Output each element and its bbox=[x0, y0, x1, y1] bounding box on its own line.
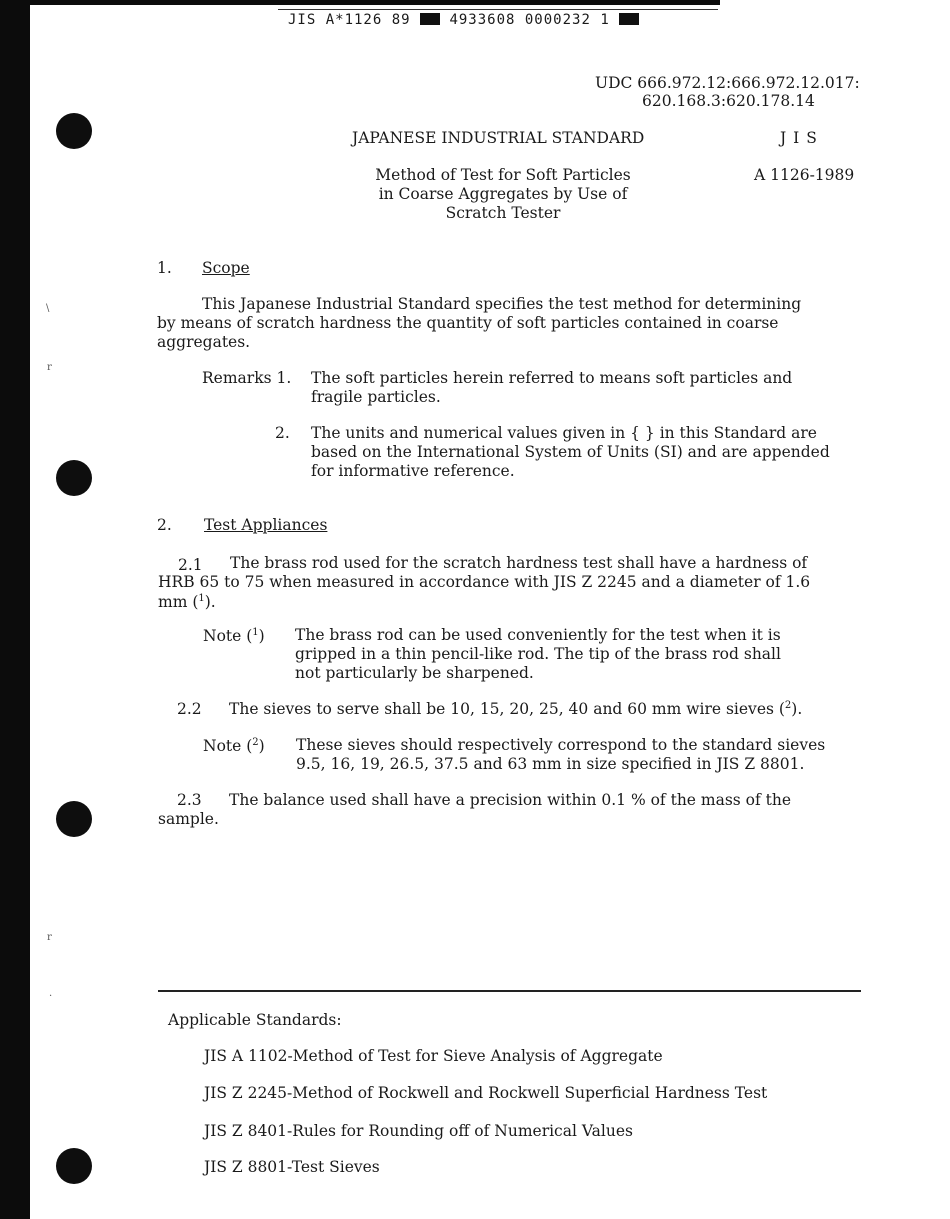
punch-hole-4 bbox=[56, 1148, 92, 1184]
note-2-sup: 2 bbox=[252, 737, 259, 748]
jis-mark: J I S bbox=[780, 129, 818, 147]
note-1-line-1: The brass rod can be used conveniently for the test when it is bbox=[295, 626, 781, 644]
section-1-number: 1. bbox=[157, 259, 172, 277]
scan-speck: \ bbox=[46, 303, 50, 314]
remark-1-line-2: fragile particles. bbox=[311, 388, 441, 406]
title-line-3: Scratch Tester bbox=[445, 204, 561, 222]
standard-number: A 1126-1989 bbox=[754, 166, 855, 184]
clause-2-1-number: 2.1 bbox=[178, 556, 203, 574]
clause-2-2-number: 2.2 bbox=[177, 700, 202, 718]
note-1-line-2: gripped in a thin pencil-like rod. The tip of the brass rod shall bbox=[295, 645, 781, 663]
applicable-item: JIS Z 2245-Method of Rockwell and Rockwell Superficial Hardness Test bbox=[204, 1084, 768, 1102]
section-2-heading: Test Appliances bbox=[204, 516, 328, 534]
punch-hole-2 bbox=[56, 460, 92, 496]
footer-divider bbox=[158, 990, 861, 992]
clause-2-1-line-3-text: mm ( bbox=[158, 593, 199, 611]
scan-edge-top bbox=[30, 0, 720, 5]
clause-2-3-number: 2.3 bbox=[177, 791, 202, 809]
note-2-line-2: 9.5, 16, 19, 26.5, 37.5 and 63 mm in size specified in JIS Z 8801. bbox=[296, 755, 805, 773]
standard-name: JAPANESE INDUSTRIAL STANDARD bbox=[352, 129, 645, 147]
clause-2-1-line-1: The brass rod used for the scratch hardness test shall have a hardness of bbox=[230, 554, 808, 572]
scope-line-1: This Japanese Industrial Standard specifies the test method for determining bbox=[202, 295, 802, 313]
clause-2-1-line-3-end: ). bbox=[204, 593, 216, 611]
remark-2-line-3: for informative reference. bbox=[311, 462, 515, 480]
scan-speck: r bbox=[47, 362, 52, 373]
header-code-middle: 4933608 0000232 1 bbox=[449, 12, 610, 28]
clause-2-1-line-2: HRB 65 to 75 when measured in accordance with JIS Z 2245 and a diameter of 1.6 bbox=[158, 573, 811, 591]
scope-line-3: aggregates. bbox=[157, 333, 251, 351]
note-2-label bbox=[203, 737, 265, 755]
clause-2-3-line-1: The balance used shall have a precision within 0.1 % of the mass of the bbox=[229, 791, 792, 809]
title-line-1: Method of Test for Soft Particles bbox=[375, 166, 631, 184]
footnote-ref-2: 2 bbox=[784, 700, 792, 711]
clause-2-2-text-end: ). bbox=[791, 700, 803, 718]
note-2-line-1: These sieves should respectively correspond to the standard sieves bbox=[296, 736, 826, 754]
header-code-left: JIS A*1126 89 bbox=[288, 12, 411, 28]
title-line-2: in Coarse Aggregates by Use of bbox=[378, 185, 628, 203]
applicable-heading: Applicable Standards: bbox=[168, 1011, 342, 1029]
remark-2-number: 2. bbox=[275, 424, 290, 442]
applicable-item: JIS A 1102-Method of Test for Sieve Analysis of Aggregate bbox=[204, 1047, 663, 1065]
applicable-item: JIS Z 8801-Test Sieves bbox=[204, 1158, 380, 1176]
punch-hole-1 bbox=[56, 113, 92, 149]
footnote-ref-1: 1 bbox=[198, 593, 205, 604]
remarks-label: Remarks 1. bbox=[202, 369, 292, 387]
note-1-line-3: not particularly be sharpened. bbox=[295, 664, 534, 682]
header-code bbox=[288, 11, 639, 29]
scan-speck: r bbox=[47, 932, 52, 943]
note-1-label bbox=[203, 627, 265, 645]
note-2-label-text: Note ( bbox=[203, 737, 253, 755]
scope-line-2: by means of scratch hardness the quantity of soft particles contained in coarse bbox=[157, 314, 779, 332]
clause-2-2-text bbox=[229, 700, 802, 718]
udc-line-1: UDC 666.972.12:666.972.12.017: bbox=[595, 74, 860, 92]
barcode-block-icon bbox=[619, 13, 639, 25]
note-2-label-end: ) bbox=[258, 737, 265, 755]
note-1-label-end: ) bbox=[258, 627, 265, 645]
section-1-heading: Scope bbox=[202, 259, 250, 277]
section-2-number: 2. bbox=[157, 516, 172, 534]
note-1-label-text: Note ( bbox=[203, 627, 253, 645]
scan-edge-left bbox=[0, 0, 30, 1219]
barcode-block-icon bbox=[420, 13, 440, 25]
remark-2-line-2: based on the International System of Units (SI) and are appended bbox=[311, 443, 830, 461]
remark-2-line-1: The units and numerical values given in { } in this Standard are bbox=[311, 424, 817, 442]
punch-hole-3 bbox=[56, 801, 92, 837]
clause-2-1-line-3 bbox=[158, 593, 216, 611]
clause-2-2-text-body: The sieves to serve shall be 10, 15, 20, 25, 40 and 60 mm wire sieves ( bbox=[229, 700, 785, 718]
applicable-item: JIS Z 8401-Rules for Rounding off of Numerical Values bbox=[204, 1122, 633, 1140]
header-rule bbox=[278, 9, 718, 10]
remark-1-line-1: The soft particles herein referred to means soft particles and bbox=[311, 369, 793, 387]
note-1-sup: 1 bbox=[252, 627, 259, 638]
udc-line-2: 620.168.3:620.178.14 bbox=[642, 92, 815, 110]
clause-2-3-line-2: sample. bbox=[158, 810, 219, 828]
scan-speck: . bbox=[49, 988, 53, 999]
